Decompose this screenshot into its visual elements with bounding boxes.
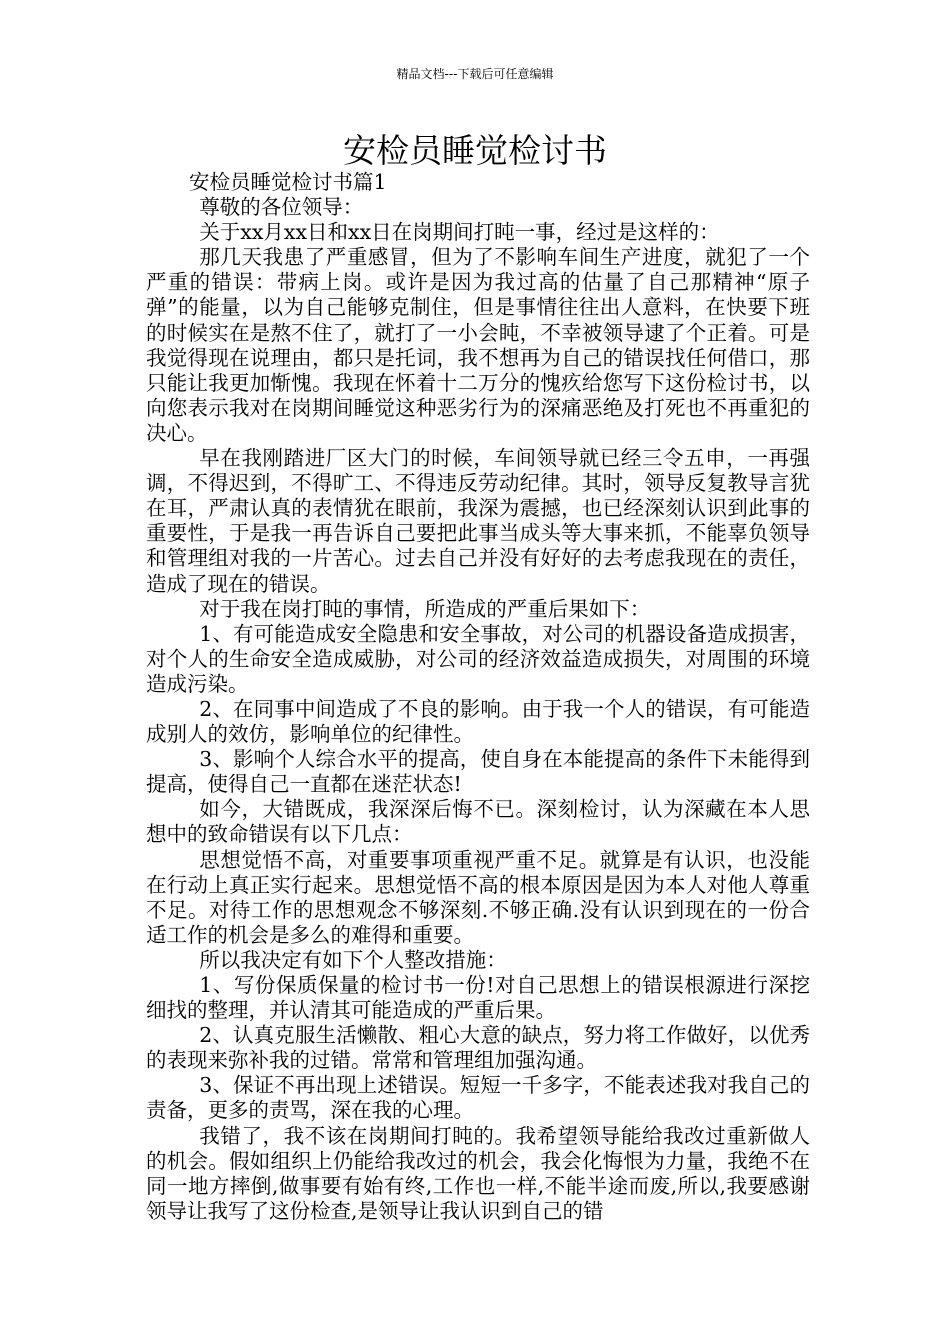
list-item: 3、影响个人综合水平的提高，使自身在本能提高的条件下未能得到提高，使得自己一直都在迷茫状态!	[146, 747, 810, 797]
paragraph: 那几天我患了严重感冒，但为了不影响车间生产进度，就犯了一个严重的错误：带病上岗。或许是因为我过高的估量了自己那精神“原子弹”的能量，以为自己能够克制住，但是事情往往出人意料，在快要下班的时候实在是熬不住了，就打了一小会盹，不幸被领导逮了个正着。可是我觉得现在说理由，都只是托词，我不想再为自己的错误找任何借口，那只能让我更加惭愧。我现在怀着十二万分的愧疚给您写下这份检讨书，以向您表示我对在岗期间睡觉这种恶劣行为的深痛恶绝及打死也不再重犯的决心。	[146, 245, 810, 445]
list-item: 2、认真克服生活懒散、粗心大意的缺点，努力将工作做好，以优秀的表现来弥补我的过错。常常和管理组加强沟通。	[146, 1023, 810, 1073]
list-item: 3、保证不再出现上述错误。短短一千多字，不能表述我对我自己的责备，更多的责骂，深在我的心理。	[146, 1073, 810, 1123]
document-title: 安检员睡觉检讨书	[343, 131, 607, 170]
list-item: 1、有可能造成安全隐患和安全事故，对公司的机器设备造成损害，对个人的生命安全造成威胁，对公司的经济效益造成损失，对周围的环境造成污染。	[146, 621, 810, 696]
document-body	[146, 170, 810, 1224]
paragraph: 早在我刚踏进厂区大门的时候，车间领导就已经三令五申，一再强调，不得迟到，不得旷工、不得违反劳动纪律。其时，领导反复教导言犹在耳，严肃认真的表情犹在眼前，我深为震撼，也已经深刻认识到此事的重要性，于是我一再告诉自己要把此事当成头等大事来抓，不能辜负领导和管理组对我的一片苦心。过去自己并没有好好的去考虑我现在的责任，造成了现在的错误。	[146, 446, 810, 596]
list-item: 2、在同事中间造成了不良的影响。由于我一个人的错误，有可能造成别人的效仿，影响单位的纪律性。	[146, 696, 810, 747]
section-subtitle: 安检员睡觉检讨书篇1	[189, 170, 387, 194]
paragraph: 我错了，我不该在岗期间打盹的。我希望领导能给我改过重新做人的机会。假如组织上仍能给我改过的机会，我会化悔恨为力量，我绝不在同一地方摔倒,做事要有始有终,工作也一样,不能半途而废,所以,我要感谢领导让我写了这份检查,是领导让我认识到自己的错	[146, 1123, 810, 1223]
paragraph: 思想觉悟不高，对重要事项重视严重不足。就算是有认识，也没能在行动上真正实行起来。思想觉悟不高的根本原因是因为本人对他人尊重不足。对待工作的思想观念不够深刻.不够正确.没有认识到现在的一份合适工作的机会是多么的难得和重要。	[146, 847, 810, 947]
paragraph: 所以我决定有如下个人整改措施：	[199, 947, 507, 972]
list-item: 1、写份保质保量的检讨书一份!对自己思想上的错误根源进行深挖细找的整理，并认清其可能造成的严重后果。	[146, 973, 810, 1023]
paragraph: 如今，大错既成，我深深后悔不已。深刻检讨，认为深藏在本人思想中的致命错误有以下几点：	[146, 797, 810, 847]
salutation: 尊敬的各位领导：	[199, 195, 364, 220]
paragraph: 对于我在岗打盹的事情，所造成的严重后果如下：	[199, 596, 651, 621]
header-note: 精品文档---下载后可任意编辑	[396, 67, 554, 81]
paragraph: 关于xx月xx日和xx日在岗期间打盹一事，经过是这样的：	[199, 220, 720, 245]
